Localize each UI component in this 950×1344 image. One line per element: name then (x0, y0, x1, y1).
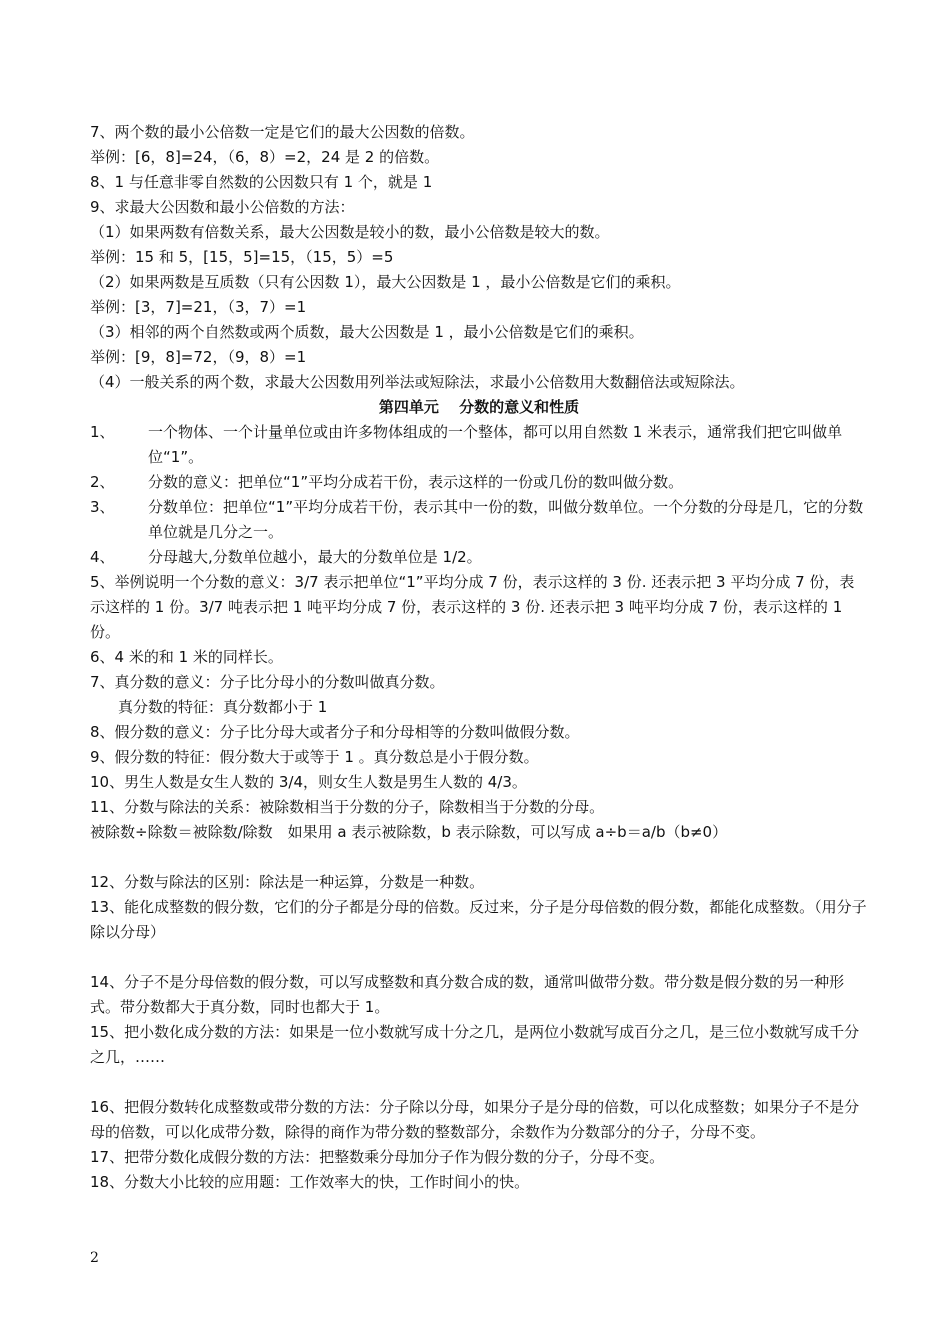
text-line: 6、4 米的和 1 米的同样长。 (90, 648, 283, 666)
text-line: 13、能化成整数的假分数，它们的分子都是分母的倍数。反过来，分子是分母倍数的假分数，都能化成整数。（用分子除以分母） (90, 898, 867, 941)
text-line: 11、分数与除法的关系：被除数相当于分数的分子，除数相当于分数的分母。 (90, 798, 605, 816)
item-number: 3、 (90, 498, 115, 516)
text-line: 10、男生人数是女生人数的 3/4，则女生人数是男生人数的 4/3。 (90, 773, 527, 791)
item-text: 分母越大,分数单位越小，最大的分数单位是 1/2。 (148, 548, 482, 566)
text-line: 举例：[9，8]=72，（9，8）=1 (90, 348, 307, 366)
list-item (90, 420, 868, 470)
document-body (90, 120, 868, 1195)
text-line: 举例：15 和 5，[15，5]=15，（15，5）=5 (90, 248, 394, 266)
item-text: 分数的意义：把单位“1”平均分成若干份，表示这样的一份或几份的数叫做分数。 (148, 473, 684, 491)
text-line: 真分数的特征：真分数都小于 1 (118, 698, 328, 716)
text-line: 7、两个数的最小公倍数一定是它们的最大公因数的倍数。 (90, 123, 475, 141)
item-number: 1、 (90, 423, 115, 441)
list-item (90, 545, 868, 570)
text-line: 18、分数大小比较的应用题：工作效率大的快，工作时间小的快。 (90, 1173, 530, 1191)
blank-line (90, 945, 868, 970)
section-heading: 第四单元 分数的意义和性质 (378, 398, 580, 416)
text-line: 被除数÷除数＝被除数/除数 如果用 a 表示被除数，b 表示除数，可以写成 a÷b＝a/b（b≠0） (90, 823, 728, 841)
text-line: 7、真分数的意义：分子比分母小的分数叫做真分数。 (90, 673, 445, 691)
text-line: 9、假分数的特征：假分数大于或等于 1 。真分数总是小于假分数。 (90, 748, 539, 766)
text-line: 8、1 与任意非零自然数的公因数只有 1 个，就是 1 (90, 173, 433, 191)
blank-line (90, 1070, 868, 1095)
text-line: （3）相邻的两个自然数或两个质数，最大公因数是 1 ，最小公倍数是它们的乘积。 (90, 323, 644, 341)
item-text: 一个物体、一个计量单位或由许多物体组成的一个整体，都可以用自然数 1 米表示，通常我们把它叫做单位“1”。 (148, 423, 843, 466)
item-text: 分数单位：把单位“1”平均分成若干份，表示其中一份的数，叫做分数单位。一个分数的分母是几，它的分数单位就是几分之一。 (148, 498, 864, 541)
list-item (90, 470, 868, 495)
text-line: （1）如果两数有倍数关系，最大公因数是较小的数，最小公倍数是较大的数。 (90, 223, 610, 241)
text-line: 14、分子不是分母倍数的假分数，可以写成整数和真分数合成的数，通常叫做带分数。带分数是假分数的另一种形式。带分数都大于真分数，同时也都大于 1。 (90, 973, 845, 1016)
text-line: 9、求最大公因数和最小公倍数的方法： (90, 198, 355, 216)
item-number: 2、 (90, 473, 115, 491)
text-line: 15、把小数化成分数的方法：如果是一位小数就写成十分之几，是两位小数就写成百分之几，是三位小数就写成千分之几，…… (90, 1023, 860, 1066)
blank-line (90, 845, 868, 870)
text-line: 16、把假分数转化成整数或带分数的方法：分子除以分母，如果分子是分母的倍数，可以化成整数；如果分子不是分母的倍数，可以化成带分数，除得的商作为带分数的整数部分，余数作为分数部分的分子，分母不变。 (90, 1098, 860, 1141)
text-line: （2）如果两数是互质数（只有公因数 1），最大公因数是 1 ，最小公倍数是它们的乘积。 (90, 273, 681, 291)
list-item (90, 495, 868, 545)
text-line: （4）一般关系的两个数，求最大公因数用列举法或短除法，求最小公倍数用大数翻倍法或短除法。 (90, 373, 745, 391)
text-line: 17、把带分数化成假分数的方法：把整数乘分母加分子作为假分数的分子，分母不变。 (90, 1148, 665, 1166)
item-number: 4、 (90, 548, 115, 566)
text-line: 举例：[6，8]=24，（6，8）=2，24 是 2 的倍数。 (90, 148, 440, 166)
page-number: 2 (90, 1250, 99, 1266)
text-line: 5、举例说明一个分数的意义：3/7 表示把单位“1”平均分成 7 份，表示这样的 3 份. 还表示把 3 平均分成 7 份，表示这样的 1 份。3/7 吨表示把 1 吨平均分成 7 份，表示这样的 3 份. 还表示把 3 吨平均分成 7 份，表示这样的 1 份。 (90, 573, 855, 641)
text-line: 8、假分数的意义：分子比分母大或者分子和分母相等的分数叫做假分数。 (90, 723, 580, 741)
text-line: 举例：[3，7]=21，（3，7）=1 (90, 298, 307, 316)
text-line: 12、分数与除法的区别：除法是一种运算，分数是一种数。 (90, 873, 485, 891)
